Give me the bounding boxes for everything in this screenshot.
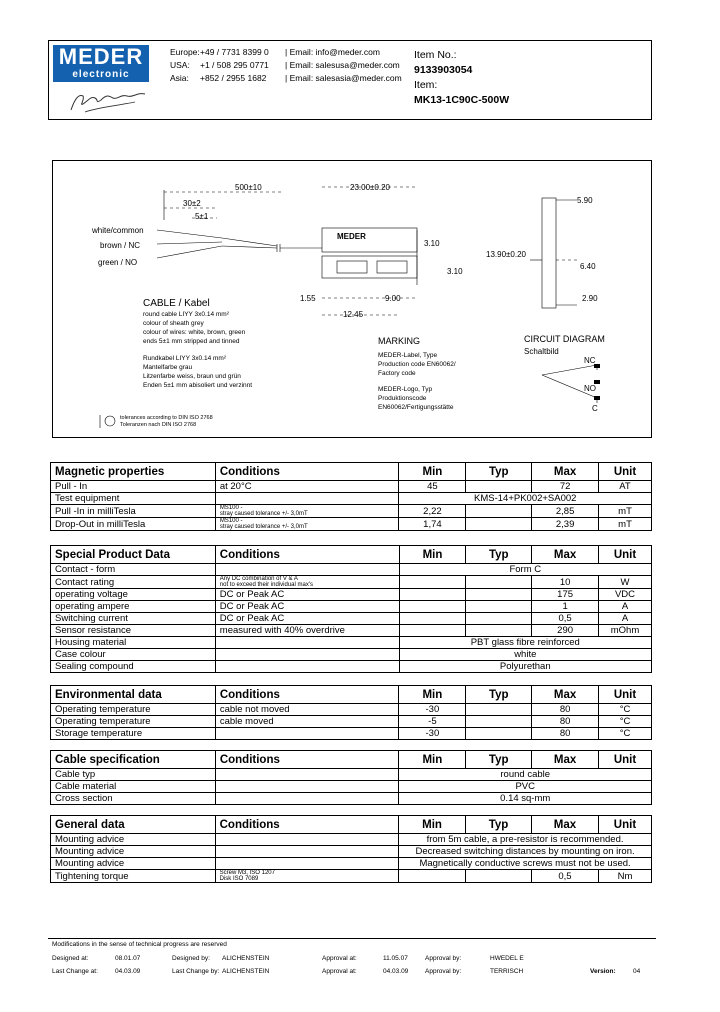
col-conditions: Conditions <box>215 463 399 481</box>
row-typ <box>466 704 532 716</box>
row-min <box>399 601 466 613</box>
row-span-value: Form C <box>399 564 651 576</box>
designed-at-value: 08.01.07 <box>115 955 141 962</box>
row-name: Test equipment <box>51 493 216 505</box>
col-unit: Unit <box>599 463 652 481</box>
row-cond <box>215 505 399 518</box>
col-conditions: Conditions <box>215 686 399 704</box>
circuit-title: CIRCUIT DIAGRAM <box>524 334 605 344</box>
row-cond-line: not to exceed their individual max's <box>219 582 313 588</box>
col-unit: Unit <box>599 686 652 704</box>
wire-green-label: green / NO <box>98 258 138 267</box>
col-unit: Unit <box>598 816 651 834</box>
row-max: 0,5 <box>532 870 599 883</box>
row-cond <box>215 870 398 883</box>
row-span-value: Decreased switching distances by mounting on iron. <box>399 846 652 858</box>
row-cond: cable not moved <box>215 704 399 716</box>
item-label: Item: <box>414 79 438 91</box>
row-min: -30 <box>399 704 466 716</box>
col-typ: Typ <box>466 463 532 481</box>
row-max: 0,5 <box>532 613 599 625</box>
cable-de-line: Rundkabel LIYY 3x0.14 mm² <box>143 355 226 362</box>
cable-en-line: ends 5±1 mm stripped and tinned <box>143 338 240 345</box>
approval-at-value: 11.05.07 <box>383 955 408 962</box>
col-min: Min <box>399 686 466 704</box>
approval2-at-value: 04.03.09 <box>383 968 409 975</box>
row-typ <box>466 505 532 518</box>
col-max: Max <box>532 463 599 481</box>
cable-en-line: colour of wires: white, brown, green <box>143 329 246 336</box>
row-unit: mT <box>599 505 652 518</box>
row-cond: DC or Peak AC <box>215 613 399 625</box>
circuit-c: C <box>592 404 598 413</box>
row-name: Switching current <box>51 613 216 625</box>
row-name: Housing material <box>51 637 216 649</box>
table-header-row <box>51 463 652 481</box>
table-row <box>51 505 652 518</box>
row-typ <box>466 716 532 728</box>
row-max: 80 <box>532 728 599 740</box>
logo-main-text: MEDER <box>58 44 144 69</box>
dim-500: 500±10 <box>235 183 262 192</box>
table-row <box>51 589 652 601</box>
row-name: Cable material <box>51 781 216 793</box>
table-row <box>51 870 652 883</box>
last-change-by-label: Last Change by: <box>172 968 220 975</box>
marking-line: Factory code <box>378 370 416 377</box>
table-row <box>51 601 652 613</box>
col-conditions: Conditions <box>215 546 399 564</box>
dim-12-45: 12.45 <box>343 310 364 319</box>
row-name: Sensor resistance <box>51 625 216 637</box>
version-label: Version: <box>590 968 616 975</box>
row-name: Operating temperature <box>51 704 216 716</box>
row-cond-line: Screw M3, ISO 1207 <box>219 870 275 876</box>
row-typ <box>466 518 532 531</box>
marking-line: MEDER-Logo, Typ <box>378 386 433 393</box>
row-unit: W <box>599 576 652 589</box>
row-max: 80 <box>532 716 599 728</box>
col-unit: Unit <box>599 751 652 769</box>
row-unit: °C <box>599 716 652 728</box>
contact-phones <box>200 46 290 85</box>
table-header-row <box>51 686 652 704</box>
table-row <box>51 834 652 846</box>
col-max: Max <box>532 686 599 704</box>
row-cond <box>215 576 399 589</box>
table-row <box>51 564 652 576</box>
wire-brown-label: brown / NC <box>100 241 141 250</box>
table-row <box>51 793 652 805</box>
magnetic-properties-table <box>50 462 652 531</box>
table-title: Cable specification <box>51 751 216 769</box>
item-info <box>414 48 614 108</box>
row-cond: DC or Peak AC <box>215 589 399 601</box>
col-max: Max <box>532 546 599 564</box>
col-min: Min <box>399 816 466 834</box>
row-name: Operating temperature <box>51 716 216 728</box>
item-no-label: Item No.: <box>414 49 457 61</box>
row-unit: Nm <box>598 870 651 883</box>
row-max: 290 <box>532 625 599 637</box>
version-value: 04 <box>633 968 641 975</box>
item-no-value: 9133903054 <box>414 64 473 76</box>
row-max: 2,85 <box>532 505 599 518</box>
table-row <box>51 481 652 493</box>
meder-logo <box>53 45 149 82</box>
cable-en-line: colour of sheath grey <box>143 320 204 327</box>
row-typ <box>466 613 532 625</box>
row-name: Mounting advice <box>51 846 216 858</box>
table-row <box>51 769 652 781</box>
table-row <box>51 781 652 793</box>
table-header-row <box>51 546 652 564</box>
row-typ <box>466 870 532 883</box>
row-name: Cross section <box>51 793 216 805</box>
row-cond-line: MS100 - <box>219 518 243 524</box>
cable-de-line: Mantelfarbe grau <box>143 364 193 371</box>
dim-30: 30±2 <box>183 199 201 208</box>
row-unit: A <box>599 613 652 625</box>
marking-line: Production code EN60062/ <box>378 361 456 368</box>
row-span-value: round cable <box>399 769 652 781</box>
tolerance-note-en: tolerances according to DIN ISO 2768 <box>120 415 213 421</box>
row-name: operating ampere <box>51 601 216 613</box>
row-name: Mounting advice <box>51 834 216 846</box>
col-max: Max <box>532 751 599 769</box>
row-min: -30 <box>399 728 466 740</box>
row-min: 45 <box>399 481 466 493</box>
dim-13-90: 13.90±0.20 <box>486 250 526 259</box>
row-min: 1,74 <box>399 518 466 531</box>
marking-text-1 <box>378 351 456 378</box>
row-max: 72 <box>532 481 599 493</box>
col-typ: Typ <box>466 816 532 834</box>
row-max: 10 <box>532 576 599 589</box>
row-name: Pull -In in milliTesla <box>51 505 216 518</box>
row-min <box>399 613 466 625</box>
row-min: -5 <box>399 716 466 728</box>
table-header-row <box>51 751 652 769</box>
wire-white-label: white/common <box>92 226 144 235</box>
table-row <box>51 716 652 728</box>
row-cond: measured with 40% overdrive <box>215 625 399 637</box>
row-typ <box>466 728 532 740</box>
footer-divider <box>48 938 656 939</box>
approval-at-label: Approval at: <box>322 955 357 962</box>
slogan-signature-icon <box>65 84 155 116</box>
col-min: Min <box>399 546 466 564</box>
row-cond <box>215 728 399 740</box>
table-row <box>51 518 652 531</box>
row-min <box>399 870 466 883</box>
marking-text-2 <box>378 385 454 412</box>
table-title: Special Product Data <box>51 546 216 564</box>
row-unit: °C <box>599 728 652 740</box>
row-name: Mounting advice <box>51 858 216 870</box>
contact-region: Europe: <box>170 47 200 57</box>
row-max: 175 <box>532 589 599 601</box>
col-unit: Unit <box>599 546 652 564</box>
marking-line: MEDER-Label, Type <box>378 352 438 359</box>
last-change-label: Last Change at: <box>52 968 98 975</box>
approval2-by-label: Approval by: <box>425 968 462 975</box>
last-change-value: 04.03.09 <box>115 968 141 975</box>
table-row <box>51 704 652 716</box>
row-min <box>399 625 466 637</box>
row-name: Tightening torque <box>51 870 216 883</box>
row-typ <box>466 481 532 493</box>
circuit-subtitle: Schaltbild <box>524 347 559 356</box>
row-unit: mOhm <box>599 625 652 637</box>
cable-en-line: round cable LIYY 3x0.14 mm² <box>143 311 229 318</box>
designed-at-label: Designed at: <box>52 955 89 962</box>
row-max: 2,39 <box>532 518 599 531</box>
dim-5: 5±1 <box>195 212 209 221</box>
col-typ: Typ <box>466 686 532 704</box>
circuit-no: NO <box>584 384 596 393</box>
row-name: operating voltage <box>51 589 216 601</box>
dim-6-40: 6.40 <box>580 262 596 271</box>
row-span-value: PVC <box>399 781 652 793</box>
row-span-value: Polyurethan <box>399 661 651 673</box>
contact-email: | Email: salesasia@meder.com <box>285 73 402 83</box>
row-name: Contact rating <box>51 576 216 589</box>
table-row <box>51 493 652 505</box>
special-product-data-table <box>50 545 652 673</box>
row-cond <box>215 518 399 531</box>
contact-region: USA: <box>170 60 190 70</box>
col-typ: Typ <box>466 751 532 769</box>
table-row <box>51 613 652 625</box>
col-min: Min <box>399 463 466 481</box>
cable-de-line: Litzenfarbe weiss, braun und grün <box>143 373 241 380</box>
item-value: MK13-1C90C-500W <box>414 94 510 106</box>
circuit-nc: NC <box>584 356 596 365</box>
row-name: Cable typ <box>51 769 216 781</box>
cable-de-line: Enden 5±1 mm abisoliert und verzinnt <box>143 382 253 389</box>
row-span-value: white <box>399 649 651 661</box>
contact-phone: +49 / 7731 8399 0 <box>200 47 269 57</box>
contact-region: Asia: <box>170 73 189 83</box>
table-title: Environmental data <box>51 686 216 704</box>
marking-line: Produktionscode <box>378 395 427 402</box>
table-row <box>51 576 652 589</box>
row-cond: DC or Peak AC <box>215 601 399 613</box>
row-name: Sealing compound <box>51 661 216 673</box>
dim-3-10-b: 3.10 <box>447 267 463 276</box>
contact-phone: +1 / 508 295 0771 <box>200 60 269 70</box>
logo-sub-text: electronic <box>72 69 130 80</box>
row-name: Case colour <box>51 649 216 661</box>
body-label: MEDER <box>337 232 366 241</box>
col-min: Min <box>399 751 466 769</box>
row-span-value: PBT glass fibre reinforced <box>399 637 651 649</box>
row-name: Storage temperature <box>51 728 216 740</box>
technical-drawing <box>52 160 652 438</box>
tolerance-note-de: Toleranzen nach DIN ISO 2768 <box>120 422 197 428</box>
table-title: Magnetic properties <box>51 463 216 481</box>
row-unit: VDC <box>599 589 652 601</box>
contact-emails <box>285 46 410 85</box>
row-cond-line: stray caused tolerance +/- 3,0mT <box>219 511 308 517</box>
row-typ <box>466 589 532 601</box>
cable-de-text <box>143 354 252 390</box>
row-name: Contact - form <box>51 564 216 576</box>
col-conditions: Conditions <box>215 751 399 769</box>
contact-email: | Email: info@meder.com <box>285 47 380 57</box>
row-max: 1 <box>532 601 599 613</box>
contact-phone: +852 / 2955 1682 <box>200 73 267 83</box>
last-change-by-value: ALICHENSTEIN <box>222 968 270 975</box>
dim-3-10-a: 3.10 <box>424 239 440 248</box>
dim-1-55: 1.55 <box>300 294 316 303</box>
col-max: Max <box>532 816 599 834</box>
row-name: Pull - In <box>51 481 216 493</box>
modification-note: Modifications in the sense of technical progress are reserved <box>52 941 227 948</box>
col-typ: Typ <box>466 546 532 564</box>
cable-en-text <box>143 310 245 346</box>
designed-by-label: Designed by: <box>172 955 210 962</box>
table-title: General data <box>51 816 216 834</box>
marking-line: EN60062/Fertigungsstätte <box>378 404 454 411</box>
row-cond-line: Any DC combination of V & A <box>219 576 298 582</box>
row-cond: cable moved <box>215 716 399 728</box>
marking-title: MARKING <box>378 336 421 346</box>
row-typ <box>466 625 532 637</box>
row-cond-line: MS100 - <box>219 505 243 511</box>
environmental-data-table <box>50 685 652 740</box>
row-typ <box>466 576 532 589</box>
cable-specification-table <box>50 750 652 805</box>
approval-by-label: Approval by: <box>425 955 462 962</box>
table-row <box>51 728 652 740</box>
cable-title: CABLE / Kabel <box>143 298 210 309</box>
row-min: 2,22 <box>399 505 466 518</box>
row-typ <box>466 601 532 613</box>
row-cond-line: stray caused tolerance +/- 3,0mT <box>219 524 308 530</box>
contact-email: | Email: salesusa@meder.com <box>285 60 400 70</box>
approval2-by-value: TERRISCH <box>490 968 524 975</box>
general-data-table <box>50 815 652 883</box>
table-row <box>51 625 652 637</box>
table-header-row <box>51 816 652 834</box>
dim-9-00: 9.00 <box>385 294 401 303</box>
col-conditions: Conditions <box>215 816 398 834</box>
row-cond-line: Disk ISO 7089 <box>219 876 259 882</box>
row-cond: at 20°C <box>215 481 399 493</box>
row-span-value: from 5m cable, a pre-resistor is recommended. <box>399 834 652 846</box>
approval2-at-label: Approval at: <box>322 968 357 975</box>
approval-by-value: HWEDEL E <box>490 955 524 962</box>
row-min <box>399 589 466 601</box>
row-unit: °C <box>599 704 652 716</box>
dim-2-90: 2.90 <box>582 294 598 303</box>
row-unit: A <box>599 601 652 613</box>
row-max: 80 <box>532 704 599 716</box>
table-row <box>51 846 652 858</box>
dim-23: 23.00±0.20 <box>350 183 390 192</box>
table-row <box>51 637 652 649</box>
table-row <box>51 649 652 661</box>
row-unit: mT <box>599 518 652 531</box>
dim-5-90: 5.90 <box>577 196 593 205</box>
row-name: Drop-Out in milliTesla <box>51 518 216 531</box>
table-row <box>51 858 652 870</box>
designed-by-value: ALICHENSTEIN <box>222 955 270 962</box>
table-row <box>51 661 652 673</box>
row-unit: AT <box>599 481 652 493</box>
row-span-value: Magnetically conductive screws must not be used. <box>399 858 652 870</box>
row-span-value: 0.14 sq-mm <box>399 793 652 805</box>
row-span-value: KMS-14+PK002+SA002 <box>399 493 652 505</box>
row-min <box>399 576 466 589</box>
